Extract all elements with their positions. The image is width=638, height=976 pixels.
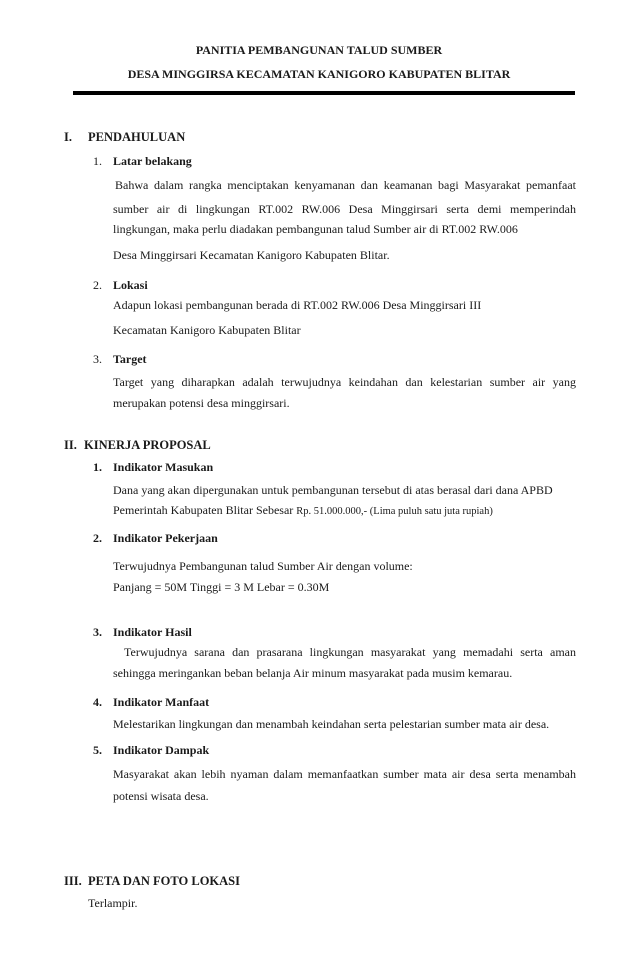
header-subtitle: DESA MINGGIRSA KECAMATAN KANIGORO KABUPATEN BLITAR bbox=[127, 67, 511, 81]
section-3-text: Terlampir. bbox=[88, 896, 138, 910]
paragraph-line: Panjang = 50M Tinggi = 3 M Lebar = 0.30M bbox=[113, 580, 330, 594]
paragraph-line: Bahwa dalam rangka menciptakan kenyamanan dan keamanan bagi Masyarakat pemanfaat bbox=[115, 178, 576, 192]
item-number: 4. bbox=[93, 695, 102, 709]
funding-amount: Rp. 51.000.000,- (Lima puluh satu juta rupiah) bbox=[296, 506, 493, 517]
paragraph-line: sehingga meringankan beban belanja Air minum masyarakat pada musim kemarau. bbox=[113, 666, 513, 680]
paragraph-line: Desa Minggirsari Kecamatan Kanigoro Kabupaten Blitar. bbox=[113, 248, 390, 262]
item-title: Lokasi bbox=[113, 278, 148, 292]
paragraph-line: Terwujudnya Pembangunan talud Sumber Air dengan volume: bbox=[113, 559, 413, 573]
paragraph-line: Adapun lokasi pembangunan berada di RT.002 RW.006 Desa Minggirsari III bbox=[113, 298, 482, 312]
paragraph-line: Target yang diharapkan adalah terwujudnya keindahan dan kelestarian sumber air yang bbox=[113, 375, 576, 389]
section-1-numeral: I. bbox=[64, 130, 72, 144]
section-3-numeral: III. bbox=[64, 874, 82, 888]
header-divider bbox=[73, 91, 575, 95]
paragraph-line: potensi wisata desa. bbox=[113, 789, 209, 803]
item-number: 2. bbox=[93, 531, 102, 545]
item-number: 3. bbox=[93, 625, 102, 639]
paragraph-line: Melestarikan lingkungan dan menambah keindahan serta pelestarian sumber mata air desa. bbox=[113, 717, 550, 731]
item-title: Latar belakang bbox=[113, 154, 192, 168]
paragraph-line: merupakan potensi desa minggirsari. bbox=[113, 396, 290, 410]
item-title: Indikator Manfaat bbox=[113, 695, 210, 709]
item-title: Indikator Hasil bbox=[113, 625, 192, 639]
paragraph-line-text: Pemerintah Kabupaten Blitar Sebesar bbox=[113, 503, 297, 517]
section-2-title: KINERJA PROPOSAL bbox=[84, 438, 211, 452]
item-number: 1. bbox=[93, 460, 102, 474]
paragraph-line bbox=[113, 503, 493, 518]
item-number: 2. bbox=[93, 278, 102, 292]
paragraph-line: lingkungan, maka perlu diadakan pembangunan talud Sumber air di RT.002 RW.006 bbox=[113, 222, 518, 236]
item-number: 1. bbox=[93, 154, 102, 168]
paragraph-line: Dana yang akan dipergunakan untuk pembangunan tersebut di atas berasal dari dana APBD bbox=[113, 483, 553, 497]
paragraph-line: Kecamatan Kanigoro Kabupaten Blitar bbox=[113, 323, 301, 337]
item-title: Indikator Pekerjaan bbox=[113, 531, 218, 545]
item-title: Indikator Masukan bbox=[113, 460, 214, 474]
section-3-title: PETA DAN FOTO LOKASI bbox=[88, 874, 240, 888]
item-title: Target bbox=[113, 352, 147, 366]
paragraph-line: Terwujudnya sarana dan prasarana lingkungan masyarakat yang memadahi serta aman bbox=[124, 645, 576, 659]
item-number: 5. bbox=[93, 743, 102, 757]
section-2-numeral: II. bbox=[64, 438, 77, 452]
paragraph-line: sumber air di lingkungan RT.002 RW.006 Desa Minggirsari serta demi memperindah bbox=[113, 202, 576, 216]
item-title: Indikator Dampak bbox=[113, 743, 210, 757]
header-title: PANITIA PEMBANGUNAN TALUD SUMBER bbox=[195, 43, 443, 57]
item-number: 3. bbox=[93, 352, 102, 366]
section-1-title: PENDAHULUAN bbox=[88, 130, 186, 144]
paragraph-line: Masyarakat akan lebih nyaman dalam memanfaatkan sumber mata air desa serta menambah bbox=[113, 767, 576, 781]
